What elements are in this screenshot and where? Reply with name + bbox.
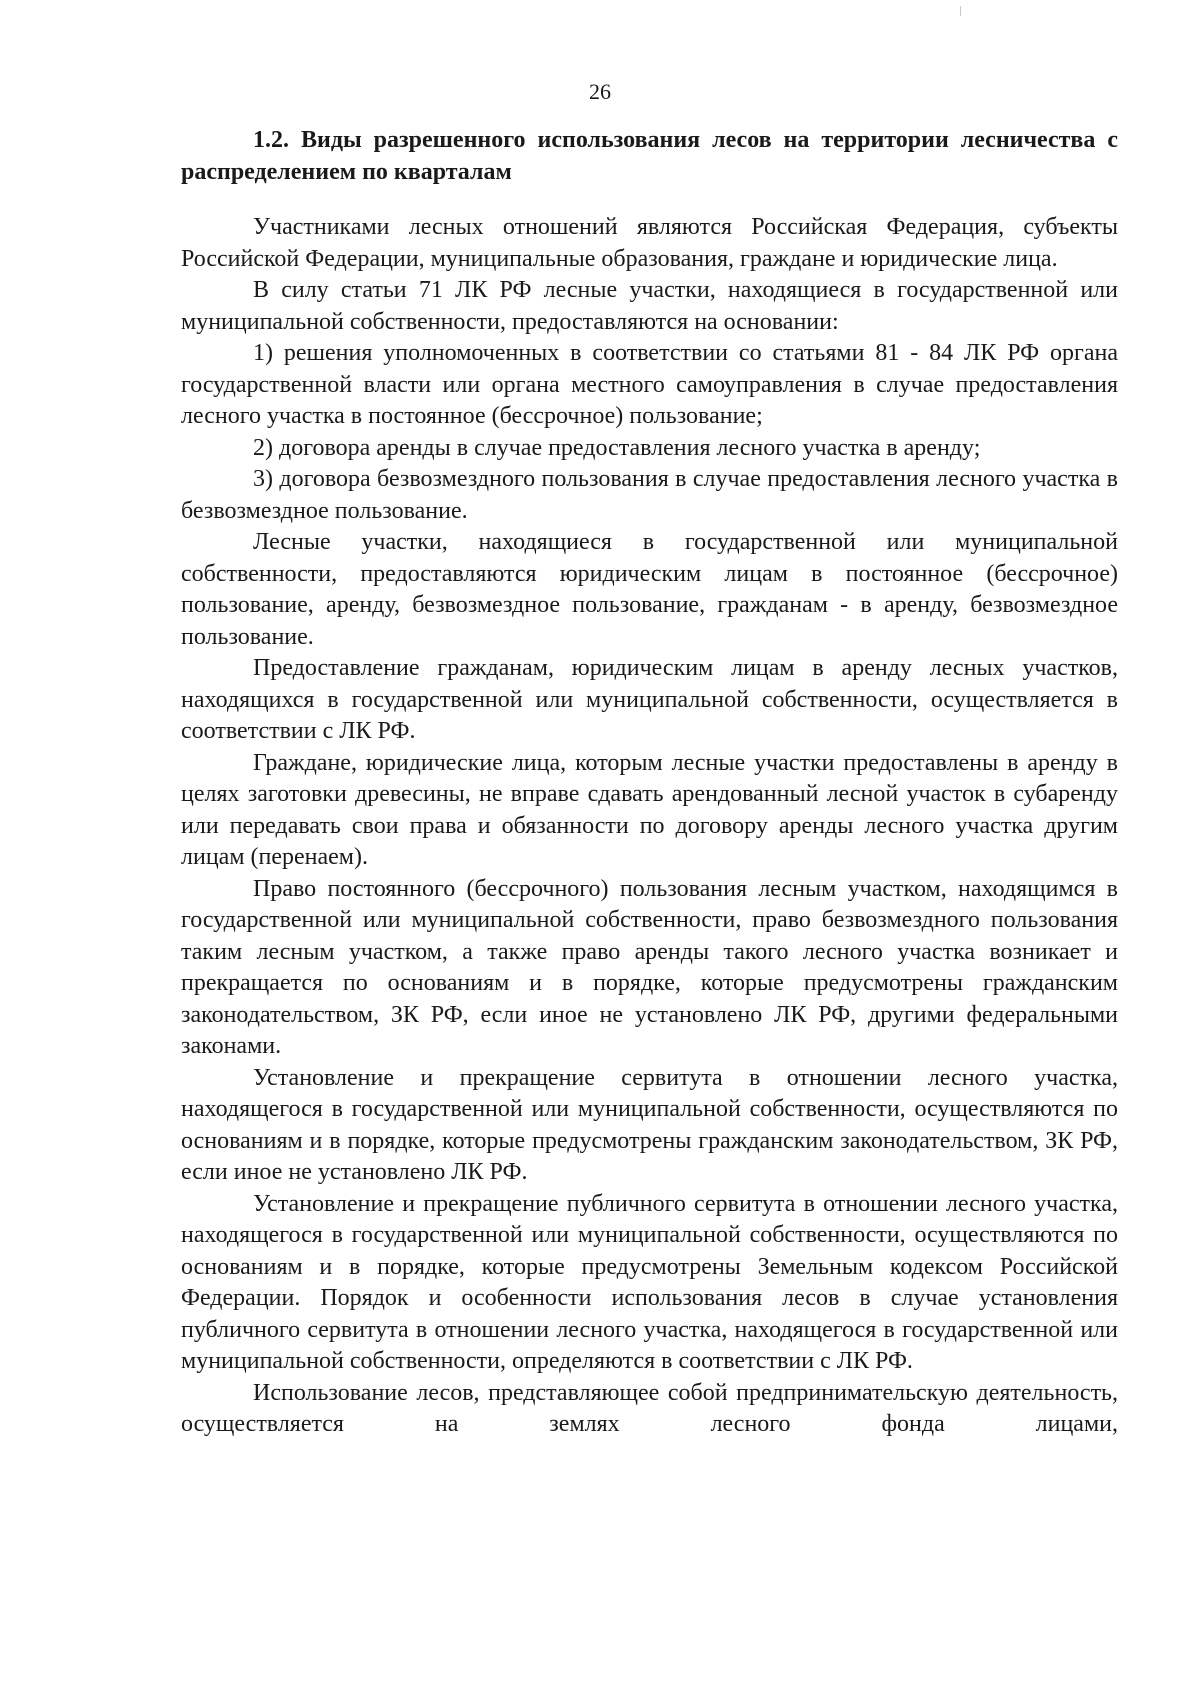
scan-mark [960,6,961,16]
page-number: 26 [589,79,611,104]
list-item-1: 1) решения уполномоченных в соответствии со статьями 81 - 84 ЛК РФ органа государственной власти или органа местного самоуправления в случае предоставления лесного участка в постоянное (бессрочное) пользование; [181,340,1118,429]
list-item-3: 3) договора безвозмездного пользования в случае предоставления лесного участка в безвозмездное пользование. [181,466,1118,524]
paragraph-servitude: Установление и прекращение сервитута в отношении лесного участка, находящегося в государственной или муниципальной собственности, осуществляются по основаниям и в порядке, которые предусмотрены гражданским законодательством, ЗК РФ, если иное не установлено ЛК РФ. [181,1064,1118,1185]
paragraph-provision: Предоставление гражданам, юридическим лицам в аренду лесных участков, находящихся в государственной или муниципальной собственности, осуществляется в соответствии с ЛК РФ. [181,655,1118,744]
list-item-2: 2) договора аренды в случае предоставления лесного участка в аренду; [253,434,981,461]
body-text [181,212,1118,1441]
paragraph-article-71: В силу статьи 71 ЛК РФ лесные участки, находящиеся в государственной или муниципальной собственности, предоставляются на основании: [181,277,1118,335]
paragraph-sublease: Граждане, юридические лица, которым лесные участки предоставлены в аренду в целях заготовки древесины, не вправе сдавать арендованный лесной участок в субаренду или передавать свои права и обязанности по договору аренды лесного участка другим лицам (перенаем). [181,749,1118,870]
paragraph-participants: Участниками лесных отношений являются Российская Федерация, субъекты Российской Федерации, муниципальные образования, граждане и юридические лица. [181,214,1118,272]
paragraph-public-servitude: Установление и прекращение публичного сервитута в отношении лесного участка, находящегося в государственной или муниципальной собственности, осуществляются по основаниям и в порядке, которые предусмотрены Земельным кодексом Российской Федерации. Порядок и особенности использования лесов в случае установления публичного сервитута в отношении лесного участка, находящегося в государственной или муниципальной собственности, определяются в соответствии с ЛК РФ. [181,1190,1118,1374]
section-heading: 1.2. Виды разрешенного использования лесов на территории лесничества с распределением по кварталам [181,127,1118,185]
paragraph-rights: Право постоянного (бессрочного) пользования лесным участком, находящимся в государственной или муниципальной собственности, право безвозмездного пользования таким лесным участком, а также право аренды такого лесного участка возникает и прекращается по основаниям и в порядке, которые предусмотрены гражданским законодательством, ЗК РФ, если иное не установлено ЛК РФ, другими федеральными законами. [181,875,1118,1059]
paragraph-business-use: Использование лесов, представляющее собой предпринимательскую деятельность, осуществляется на землях лесного фонда лицами, [181,1379,1118,1437]
paragraph-forest-plots: Лесные участки, находящиеся в государственной или муниципальной собственности, предоставляются юридическим лицам в постоянное (бессрочное) пользование, аренду, безвозмездное пользование, гражданам - в аренду, безвозмездное пользование. [181,529,1118,650]
